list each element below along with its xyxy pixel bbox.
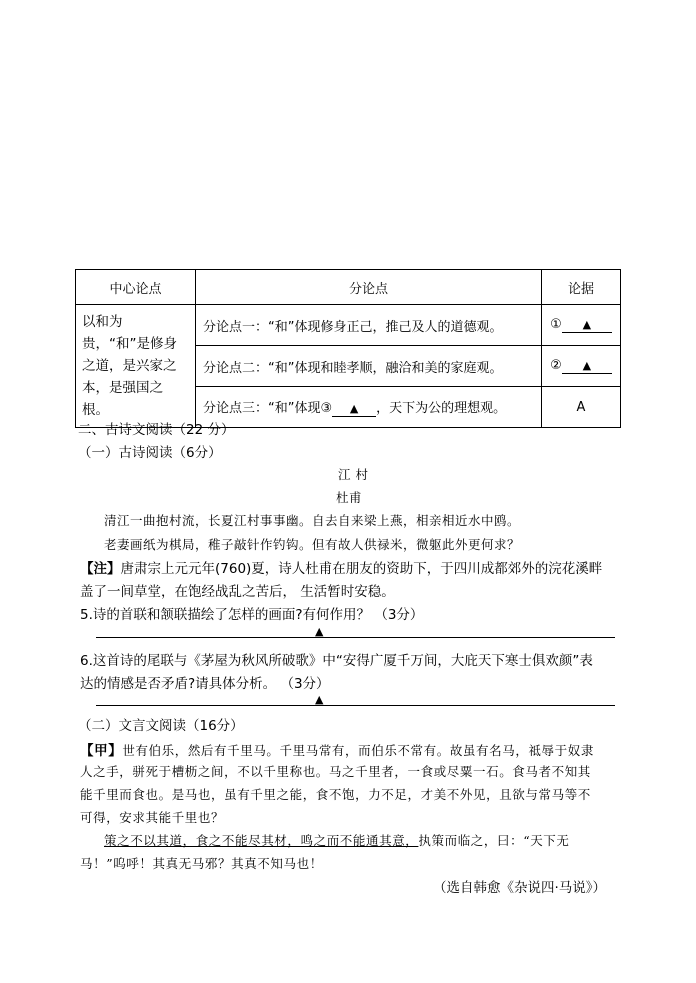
sub-point-3-suffix: ，天下为公的理想观。 <box>376 401 507 416</box>
jia-line-3: 能千里而食也。是马也，虽有千里之能，食不饱，力不足，才美不外见，且欲与常马等不 <box>80 787 591 802</box>
question-6-line-2: 达的情感是否矛盾?请具体分析。 （3分） <box>80 676 330 692</box>
poem-line-1: 清江一曲抱村流，长夏江村事事幽。自去自来梁上燕，相亲相近水中鸥。 <box>104 513 521 528</box>
evidence-2-blank: ▲ <box>562 359 612 374</box>
jia-line-1 <box>80 739 594 759</box>
header-central-claim: 中心论点 <box>76 270 196 305</box>
note-label: 【注】 <box>80 561 121 577</box>
source-citation: （选自韩愈《杂说四·马说》） <box>433 880 607 896</box>
jia-line-5 <box>104 831 570 849</box>
answer-line-6 <box>96 705 615 706</box>
jia-label: 【甲】 <box>80 743 123 759</box>
evidence-2-number: ② <box>550 358 562 373</box>
jia-line-2: 人之手，骈死于槽枥之间，不以千里称也。马之千里者，一食或尽粟一石。食马者不知其 <box>80 764 591 779</box>
question-6-line-1: 6.这首诗的尾联与《茅屋为秋风所破歌》中“安得广厦千万间，大庇天下寒士俱欢颜”表 <box>80 653 593 669</box>
note-text-1: 唐肃宗上元元年(760)夏，诗人杜甫在朋友的资助下，于四川成都郊外的浣花溪畔 <box>120 561 603 577</box>
poem-line-2: 老妻画纸为棋局，稚子敲针作钓钩。但有故人供禄米，微躯此外更何求？ <box>104 537 521 552</box>
poem-author: 杜甫 <box>336 490 363 505</box>
sub-point-2: 分论点二：“和”体现和睦孝顺，融洽和美的家庭观。 <box>196 346 542 387</box>
evidence-1 <box>542 305 621 346</box>
jia-line-4: 可得，安求其能千里也？ <box>80 810 225 825</box>
question-5: 5.诗的首联和颔联描绘了怎样的画面?有何作用？ （3分） <box>80 607 424 623</box>
part2-title: （二）文言文阅读（16分） <box>78 718 244 734</box>
header-sub-points: 分论点 <box>196 270 542 305</box>
answer-mark-5: ▲ <box>315 625 324 638</box>
evidence-1-blank: ▲ <box>562 318 612 333</box>
evidence-1-number: ① <box>550 317 562 332</box>
jia-underlined-sentence: 策之不以其道，食之不能尽其材，鸣之而不能通其意， <box>104 833 419 848</box>
sub-point-3-prefix: 分论点三：“和”体现③ <box>203 401 333 416</box>
answer-mark-6: ▲ <box>315 693 324 706</box>
answer-line-5 <box>96 637 615 638</box>
header-evidence: 论据 <box>542 270 621 305</box>
sub-point-3 <box>196 387 542 428</box>
jia-text-1: 世有伯乐，然后有千里马。千里马常有，而伯乐不常有。故虽有名马，祗辱于奴隶 <box>122 743 594 758</box>
sub-point-1: 分论点一：“和”体现修身正己，推己及人的道德观。 <box>196 305 542 346</box>
jia-text-5: 执策而临之，曰：“天下无 <box>418 833 570 848</box>
sub-point-3-blank: ▲ <box>332 402 376 417</box>
note-line-2: 盖了一间草堂，在饱经战乱之苦后， 生活暂时安稳。 <box>80 584 395 600</box>
argument-table <box>75 269 621 428</box>
evidence-2 <box>542 346 621 387</box>
jia-line-6: 马！”呜呼！其真无马邪？其真不知马也！ <box>80 856 323 871</box>
poem-title: 江 村 <box>338 467 369 482</box>
central-claim-cell: 以和为贵，“和”是修身之道，是兴家之本，是强国之根。 <box>76 305 196 428</box>
evidence-3: A <box>542 387 621 428</box>
section-title: 二、古诗文阅读（22 分） <box>78 422 235 438</box>
part1-title: （一）古诗阅读（6分） <box>78 445 222 461</box>
note-line-1 <box>80 557 602 577</box>
